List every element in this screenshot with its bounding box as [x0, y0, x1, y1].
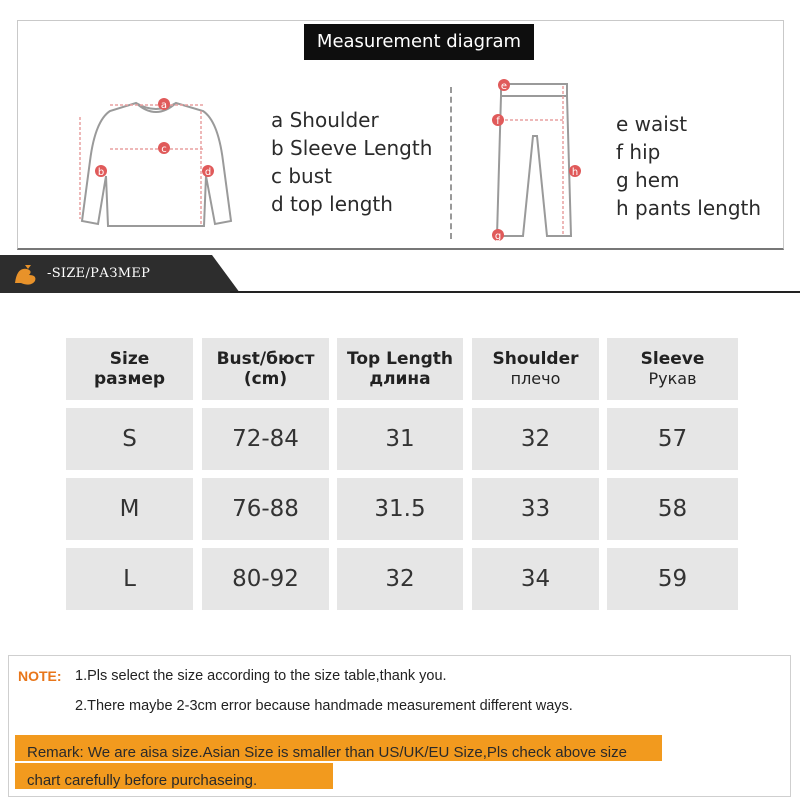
- legend-bust: c bust: [271, 164, 332, 188]
- marker-b-label: b: [97, 167, 105, 178]
- legend-shoulder: a Shoulder: [271, 108, 379, 132]
- pants-measurements-legend: [616, 110, 761, 222]
- header-top-length-main: Top Length: [347, 349, 453, 369]
- header-shoulder-sub: плечо: [510, 369, 561, 388]
- cell-bust: 76-88: [202, 478, 329, 540]
- marker-e-label: e: [500, 81, 508, 92]
- cell-sleeve: 59: [607, 548, 738, 610]
- cell-size: S: [66, 408, 193, 470]
- marker-h-label: h: [571, 167, 579, 178]
- marker-f: [492, 114, 504, 127]
- marker-f-label: f: [496, 116, 500, 127]
- header-bust-main: Bust/бюст: [216, 349, 315, 369]
- marker-g: [492, 229, 504, 241]
- measurement-diagram: [17, 20, 784, 250]
- legend-waist: e waist: [616, 112, 688, 136]
- header-size-main: Size: [109, 349, 150, 369]
- header-size-sub: размер: [93, 369, 166, 389]
- header-sleeve-main: Sleeve: [640, 349, 705, 369]
- header-size: [66, 338, 193, 400]
- marker-d-label: d: [204, 167, 212, 178]
- diagram-title: Measurement diagram: [304, 24, 534, 60]
- shirt-illustration: [68, 91, 243, 236]
- cell-size: L: [66, 548, 193, 610]
- cell-bust: 72-84: [202, 408, 329, 470]
- table-row: [66, 548, 738, 610]
- header-bust: [202, 338, 329, 400]
- header-sleeve-sub: Рукав: [648, 369, 697, 388]
- note-line-1: 1.Pls select the size according to the size table,thank you.: [75, 668, 447, 684]
- table-row: [66, 408, 738, 470]
- legend-pants-length: h pants length: [616, 196, 762, 220]
- marker-h: [569, 165, 581, 178]
- marker-g-label: g: [494, 231, 502, 241]
- remark-text: Remark: We are aisa size.Asian Size is smaller than US/UK/EU Size,Pls check above size chart carefully before purchaseing.: [27, 744, 627, 789]
- legend-hip: f hip: [616, 140, 661, 164]
- marker-c: [158, 142, 170, 155]
- pants-illustration: [485, 76, 595, 241]
- header-shoulder: [472, 338, 599, 400]
- size-section-banner: [0, 255, 800, 295]
- table-header-row: [66, 338, 738, 400]
- diagram-divider: [450, 87, 452, 239]
- note-label: NOTE:: [18, 668, 62, 684]
- header-sleeve: [607, 338, 738, 400]
- marker-d: [202, 165, 214, 178]
- note-line-2: 2.There maybe 2-3cm error because handmade measurement different ways.: [75, 698, 573, 714]
- cell-size: M: [66, 478, 193, 540]
- brand-logo-icon: [11, 263, 45, 287]
- cell-shoulder: 33: [472, 478, 599, 540]
- marker-a-label: a: [160, 100, 168, 111]
- top-measurements-legend: [271, 106, 432, 218]
- legend-top-length: d top length: [271, 192, 393, 216]
- header-top-length: [337, 338, 463, 400]
- legend-sleeve-length: b Sleeve Length: [271, 136, 433, 160]
- cell-top-length: 31: [337, 408, 463, 470]
- size-banner-text: -SIZE/РАЗМЕР: [47, 266, 151, 281]
- cell-shoulder: 34: [472, 548, 599, 610]
- legend-hem: g hem: [616, 168, 680, 192]
- header-top-length-sub: длина: [369, 369, 431, 389]
- cell-top-length: 31.5: [337, 478, 463, 540]
- header-bust-sub: (cm): [243, 369, 288, 389]
- table-row: [66, 478, 738, 540]
- cell-top-length: 32: [337, 548, 463, 610]
- note-box: [8, 655, 791, 797]
- cell-shoulder: 32: [472, 408, 599, 470]
- cell-sleeve: 57: [607, 408, 738, 470]
- cell-bust: 80-92: [202, 548, 329, 610]
- banner-underline: [230, 291, 800, 293]
- marker-c-label: c: [161, 144, 167, 155]
- marker-e: [498, 79, 510, 92]
- header-shoulder-main: Shoulder: [492, 349, 579, 369]
- cell-sleeve: 58: [607, 478, 738, 540]
